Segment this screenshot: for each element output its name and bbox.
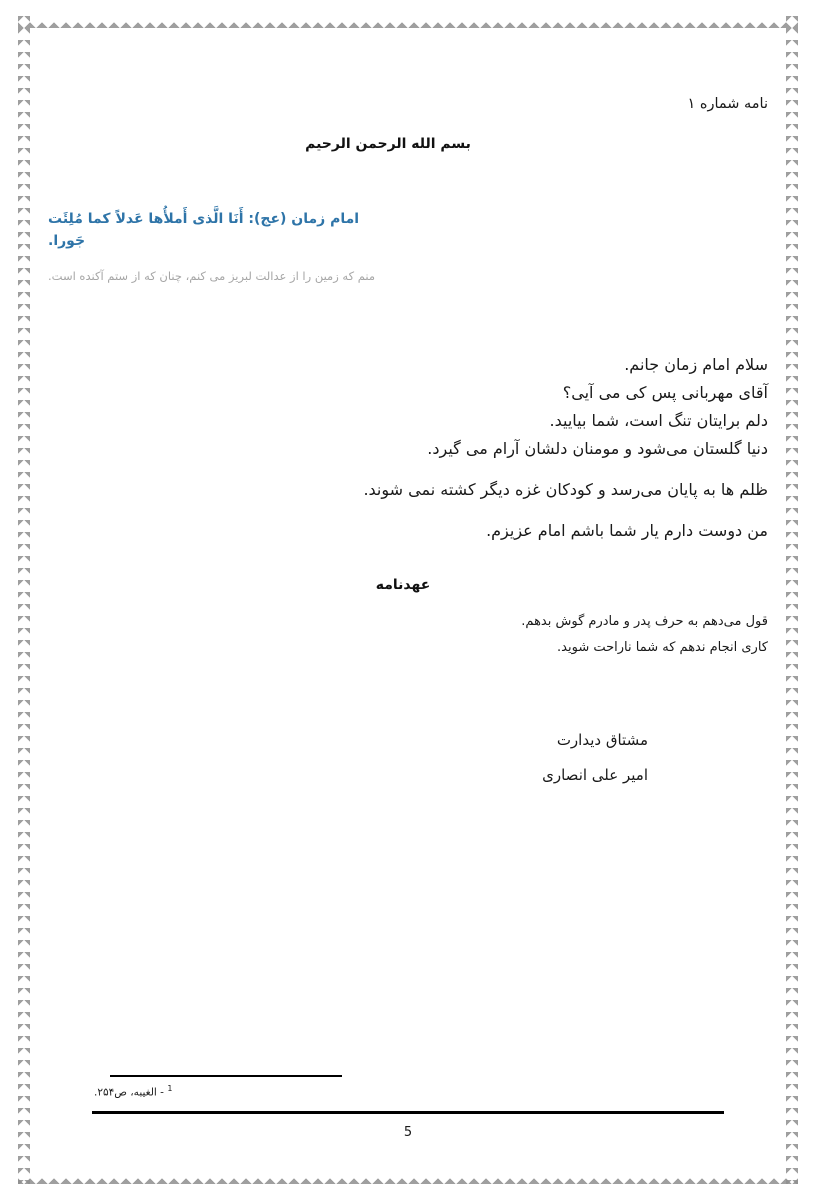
page-border-left (18, 16, 30, 1184)
letter-body (48, 351, 768, 545)
footnote-citation: - الغیبه، ص۲۵۴. (94, 1086, 164, 1098)
pledge-line: کاری انجام ندهم که شما ناراحت شوید. (557, 640, 768, 656)
body-line: دلم برایتان تنگ است، شما بیایید. (549, 411, 768, 431)
letter-number-heading: نامه شماره ۱ (687, 96, 768, 112)
pledge-heading: عهدنامه (375, 577, 431, 594)
page-border-right (786, 16, 798, 1184)
footnote-separator-rule (110, 1075, 342, 1077)
hadith-quote: امام زمان (عج): أَنَا الَّذی أَملأُها عَدلاً کما مُلِئَت جَورا. (48, 211, 360, 250)
bismillah-line: بسم الله الرحمن الرحیم (305, 136, 471, 152)
page-border-bottom (18, 1172, 798, 1184)
body-line: من دوست دارم یار شما باشم امام عزیزم. (486, 521, 768, 541)
pledge-line: قول می‌دهم به حرف پدر و مادرم گوش بدهم. (521, 614, 768, 630)
hadith-translation: منم که زمین را از عدالت لبریز می کنم، چنان که از ستم آکنده است. (48, 268, 376, 283)
page-number: 5 (403, 1125, 413, 1140)
body-line: ظلم ها به پایان می‌رسد و کودکان غزه دیگر کشته نمی شوند. (363, 480, 768, 500)
pledge-body (48, 609, 768, 661)
page-border-top (18, 16, 798, 28)
body-line: دنیا گلستان می‌شود و مومنان دلشان آرام می گیرد. (427, 439, 768, 459)
document-page (48, 44, 768, 1156)
footer-separator-rule (92, 1111, 724, 1114)
signature-closing: مشتاق دیدارت (556, 731, 648, 750)
footnote-area (48, 1075, 768, 1099)
body-line: سلام امام زمان جانم. (624, 355, 768, 375)
footnote-marker: 1 (167, 1083, 173, 1093)
body-line: آقای مهربانی پس کی می آیی؟ (562, 383, 768, 403)
footnote-entry (48, 1084, 768, 1099)
signature-name: امیر علی انصاری (542, 765, 648, 784)
signature-block (48, 723, 768, 792)
